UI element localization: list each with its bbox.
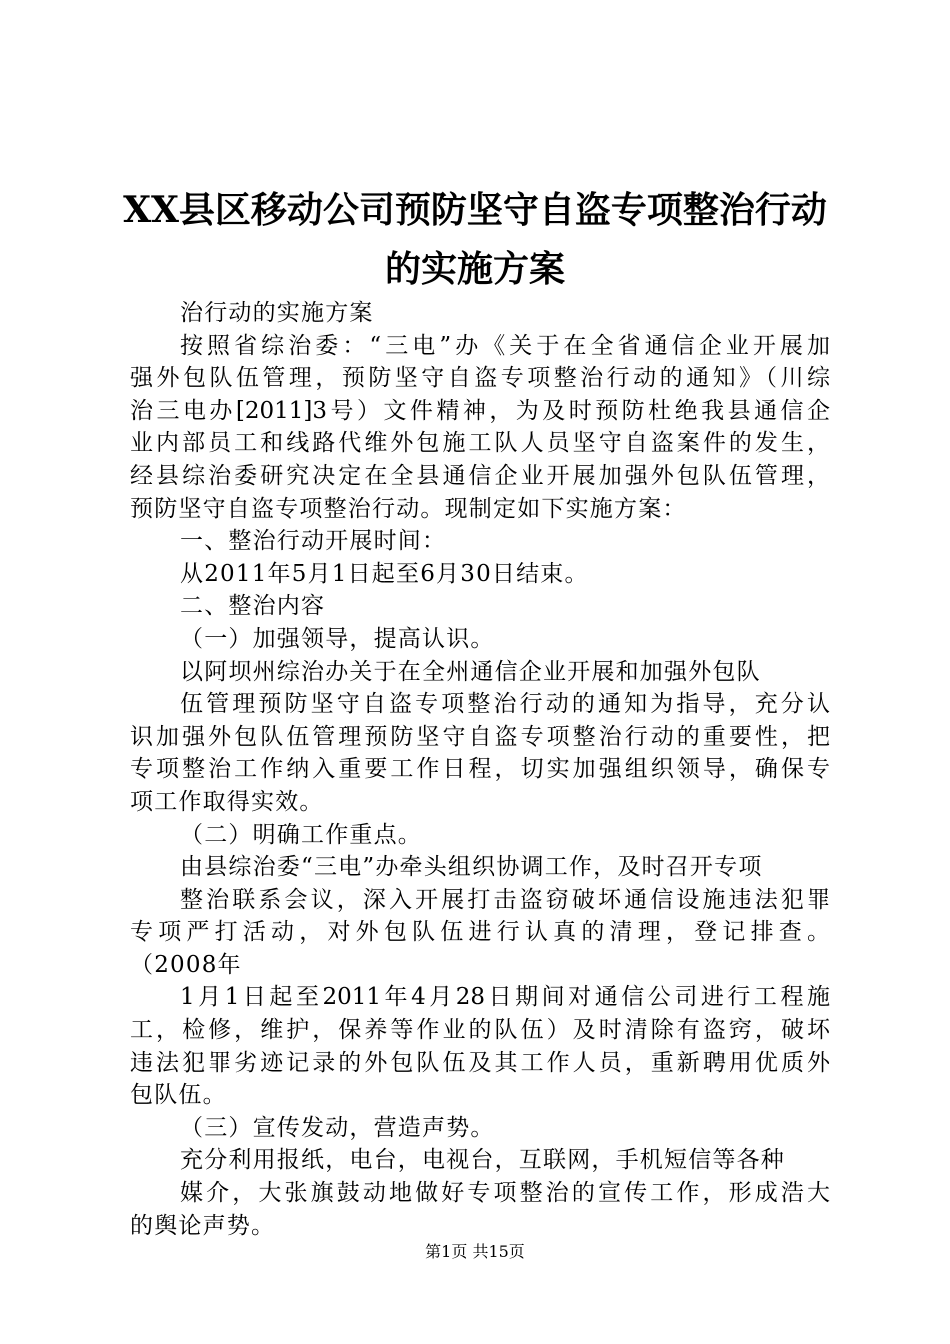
paragraph-line: 违法犯罪劣迹记录的外包队伍及其工作人员，重新聘用优质外: [130, 1049, 830, 1076]
paragraph-line: 业内部员工和线路代维外包施工队人员坚守自盗案件的发生，: [130, 430, 830, 457]
paragraph-line: 由县综治委“三电”办牵头组织协调工作，及时召开专项: [180, 854, 763, 881]
subsection-heading: （三）宣传发动，营造声势。: [180, 1114, 495, 1141]
paragraph-line: 从2011年5月1日起至6月30日结束。: [180, 560, 589, 587]
paragraph-line: 包队伍。: [130, 1082, 227, 1109]
paragraph-line: 以阿坝州综治办关于在全州通信企业开展和加强外包队: [180, 658, 761, 685]
section-heading: 二、整治内容: [180, 593, 326, 620]
paragraph-line: 按照省综治委：“三电”办《关于在全省通信企业开展加: [180, 332, 830, 359]
page-footer: 第1页 共15页: [425, 1242, 525, 1261]
paragraph-line: 1月1日起至2011年4月28日期间对通信公司进行工程施: [180, 984, 830, 1011]
subsection-heading: （二）明确工作重点。: [180, 821, 422, 848]
paragraph-line: 预防坚守自盗专项整治行动。现制定如下实施方案：: [130, 495, 687, 522]
paragraph-line: 的舆论声势。: [130, 1212, 276, 1239]
paragraph-line: 充分利用报纸，电台，电视台，互联网，手机短信等各种: [180, 1147, 785, 1174]
paragraph-line: 专项严打活动，对外包队伍进行认真的清理，登记排查。: [130, 919, 830, 946]
section-heading: 一、整治行动开展时间：: [180, 528, 447, 555]
paragraph-line: 治行动的实施方案: [180, 300, 374, 326]
paragraph-line: 强外包队伍管理，预防坚守自盗专项整治行动的通知》（川综: [130, 365, 830, 392]
document-title-line-2: 的实施方案: [384, 248, 565, 290]
document-title-line-1: XX县区移动公司预防坚守自盗专项整治行动: [123, 189, 827, 231]
paragraph-line: （2008年: [130, 951, 242, 978]
paragraph-line: 整治联系会议，深入开展打击盗窃破坏通信设施违法犯罪: [180, 886, 830, 913]
document-body: [130, 297, 830, 1242]
paragraph-line: 项工作取得实效。: [130, 788, 324, 815]
paragraph-line: 经县综治委研究决定在全县通信企业开展加强外包队伍管理，: [130, 462, 830, 489]
subsection-heading: （一）加强领导，提高认识。: [180, 625, 495, 652]
paragraph-line: 媒介，大张旗鼓动地做好专项整治的宣传工作，形成浩大: [180, 1180, 830, 1207]
paragraph-line: 识加强外包队伍管理预防坚守自盗专项整治行动的重要性，把: [130, 723, 830, 750]
paragraph-line: 治三电办[2011]3号）文件精神，为及时预防杜绝我县通信企: [130, 397, 830, 424]
paragraph-line: 伍管理预防坚守自盗专项整治行动的通知为指导，充分认: [180, 691, 830, 718]
paragraph-line: 工，检修，维护，保养等作业的队伍）及时清除有盗窍，破坏: [130, 1017, 830, 1044]
paragraph-line: 专项整治工作纳入重要工作日程，切实加强组织领导，确保专: [130, 756, 830, 783]
